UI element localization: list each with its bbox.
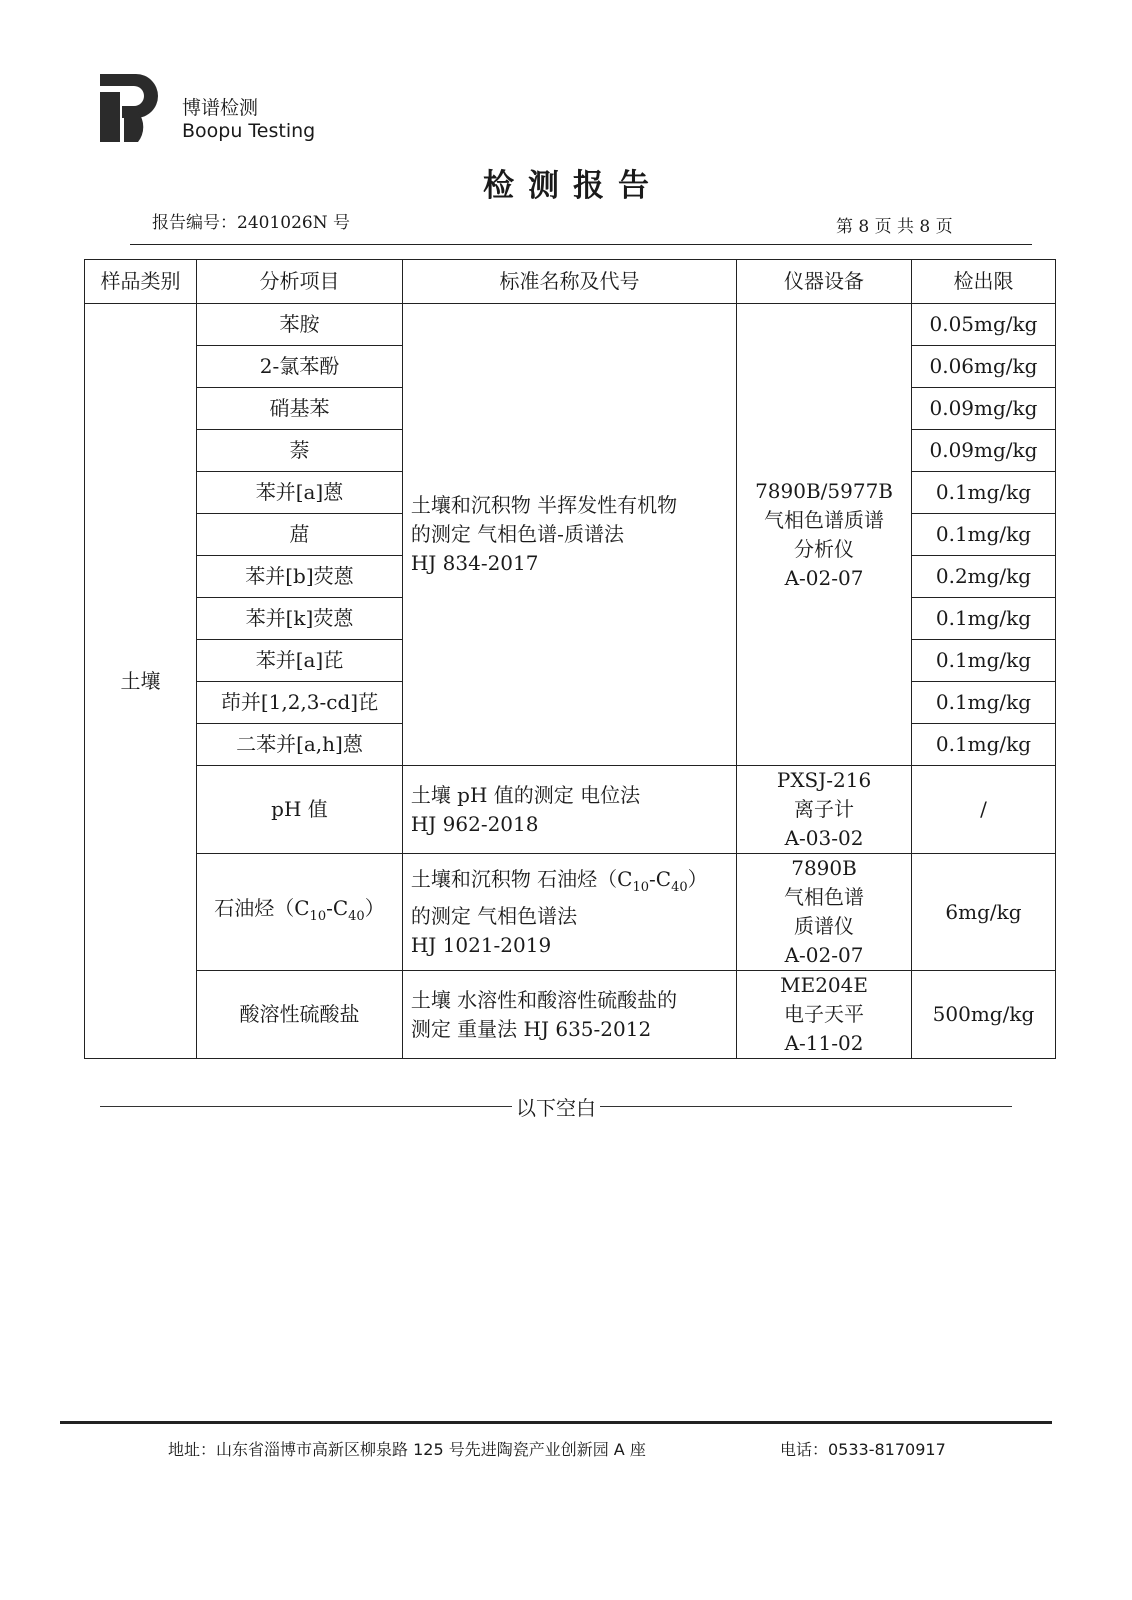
detection-limit: 0.1mg/kg [911, 640, 1055, 682]
standard-cell [402, 766, 736, 854]
standard-line: HJ 1021-2019 [410, 932, 552, 957]
detection-limit: 0.05mg/kg [911, 304, 1055, 346]
standard-line: 的测定 气相色谱法 [410, 903, 578, 928]
instrument-line: 气相色谱 [784, 885, 865, 909]
instrument-line: A-03-02 [784, 826, 864, 850]
instrument-line: 分析仪 [794, 536, 855, 561]
standard-line: HJ 962-2018 [410, 811, 539, 836]
analysis-item: pH 值 [197, 766, 403, 854]
col-header-instrument: 仪器设备 [737, 260, 912, 304]
standard-cell [402, 304, 736, 766]
table-row [85, 971, 1056, 1059]
table-row [85, 766, 1056, 854]
brand-name-en: Boopu Testing [182, 120, 316, 142]
item-sub: 40 [348, 908, 365, 924]
instrument-line: 气相色谱质谱 [764, 507, 885, 532]
standard-line: 土壤 水溶性和酸溶性硫酸盐的 [410, 987, 678, 1012]
analysis-item: 䓛 [197, 514, 403, 556]
instrument-line: A-02-07 [784, 565, 864, 590]
analysis-item: 苯并[a]芘 [197, 640, 403, 682]
brand-name-cn: 博谱检测 [182, 97, 259, 119]
report-number: 报告编号：2401026N 号 [152, 213, 350, 233]
item-sub: 10 [309, 908, 327, 924]
instrument-line: A-02-07 [784, 943, 864, 967]
page-indicator: 第 8 页 共 8 页 [836, 217, 953, 237]
footer-divider [60, 1421, 1052, 1424]
instrument-line: A-11-02 [784, 1031, 864, 1055]
detection-limit: 6mg/kg [911, 854, 1055, 971]
detection-limit: 0.06mg/kg [911, 346, 1055, 388]
col-header-item: 分析项目 [197, 260, 403, 304]
detection-limit: 0.2mg/kg [911, 556, 1055, 598]
report-title: 检测报告 [483, 168, 663, 204]
detection-limit: 0.1mg/kg [911, 682, 1055, 724]
instrument-line: 离子计 [794, 797, 855, 821]
detection-limit: / [911, 766, 1055, 854]
std-text: 土壤和沉积物 石油烃（C [410, 866, 633, 891]
std-sub: 40 [671, 879, 688, 895]
col-header-limit: 检出限 [911, 260, 1055, 304]
standard-line [411, 865, 728, 902]
standard-cell [402, 971, 736, 1059]
instrument-line: 7890B/5977B [755, 478, 893, 503]
col-header-standard: 标准名称及代号 [402, 260, 736, 304]
header-divider [130, 244, 1032, 245]
standard-line: 的测定 气相色谱-质谱法 [410, 522, 624, 546]
standard-line: 土壤 pH 值的测定 电位法 [410, 782, 641, 807]
method-table [84, 259, 1056, 1059]
company-logo [98, 72, 168, 144]
footer-address: 地址：山东省淄博市高新区柳泉路 125 号先进陶瓷产业创新园 A 座 [168, 1440, 646, 1459]
blank-dash-right [600, 1106, 1012, 1107]
detection-limit: 0.1mg/kg [911, 724, 1055, 766]
sample-category: 土壤 [85, 304, 197, 1059]
item-text: 石油烃（C [214, 895, 310, 920]
instrument-cell [737, 971, 912, 1059]
analysis-item: 苯并[a]蒽 [197, 472, 403, 514]
instrument-line: 电子天平 [784, 1002, 865, 1026]
instrument-cell [737, 766, 912, 854]
col-header-category: 样品类别 [85, 260, 197, 304]
standard-line: HJ 834-2017 [410, 551, 539, 575]
detection-limit: 0.09mg/kg [911, 388, 1055, 430]
instrument-line: PXSJ-216 [776, 768, 872, 792]
blank-note-text: 以下空白 [516, 1096, 596, 1120]
blank-below-note [100, 1092, 1012, 1121]
footer-telephone: 电话：0533-8170917 [780, 1440, 946, 1459]
analysis-item: 酸溶性硫酸盐 [197, 971, 403, 1059]
instrument-cell [737, 304, 912, 766]
analysis-item: 茚并[1,2,3-cd]芘 [197, 682, 403, 724]
detection-limit: 0.1mg/kg [911, 598, 1055, 640]
instrument-line: 7890B [791, 856, 857, 880]
detection-limit: 0.09mg/kg [911, 430, 1055, 472]
analysis-item [197, 854, 403, 971]
analysis-item: 苯胺 [197, 304, 403, 346]
item-text: -C [326, 895, 349, 920]
analysis-item: 苯并[k]荧蒽 [197, 598, 403, 640]
analysis-item: 萘 [197, 430, 403, 472]
analysis-item: 2-氯苯酚 [197, 346, 403, 388]
table-row [85, 854, 1056, 971]
detection-limit: 500mg/kg [911, 971, 1055, 1059]
standard-cell [402, 854, 736, 971]
detection-limit: 0.1mg/kg [911, 472, 1055, 514]
instrument-line: 质谱仪 [794, 914, 855, 938]
std-sub: 10 [632, 879, 650, 895]
table-header-row [85, 260, 1056, 304]
instrument-line: ME204E [780, 973, 868, 997]
blank-dash-left [100, 1106, 512, 1107]
standard-line: 土壤和沉积物 半挥发性有机物 [410, 493, 678, 517]
std-text: ） [687, 866, 708, 891]
standard-line: 测定 重量法 HJ 635-2012 [410, 1016, 652, 1041]
detection-limit: 0.1mg/kg [911, 514, 1055, 556]
std-text: -C [649, 866, 672, 891]
table-row [85, 304, 1056, 346]
item-text: ） [364, 895, 385, 920]
instrument-cell [737, 854, 912, 971]
analysis-item: 硝基苯 [197, 388, 403, 430]
analysis-item: 二苯并[a,h]蒽 [197, 724, 403, 766]
analysis-item: 苯并[b]荧蒽 [197, 556, 403, 598]
